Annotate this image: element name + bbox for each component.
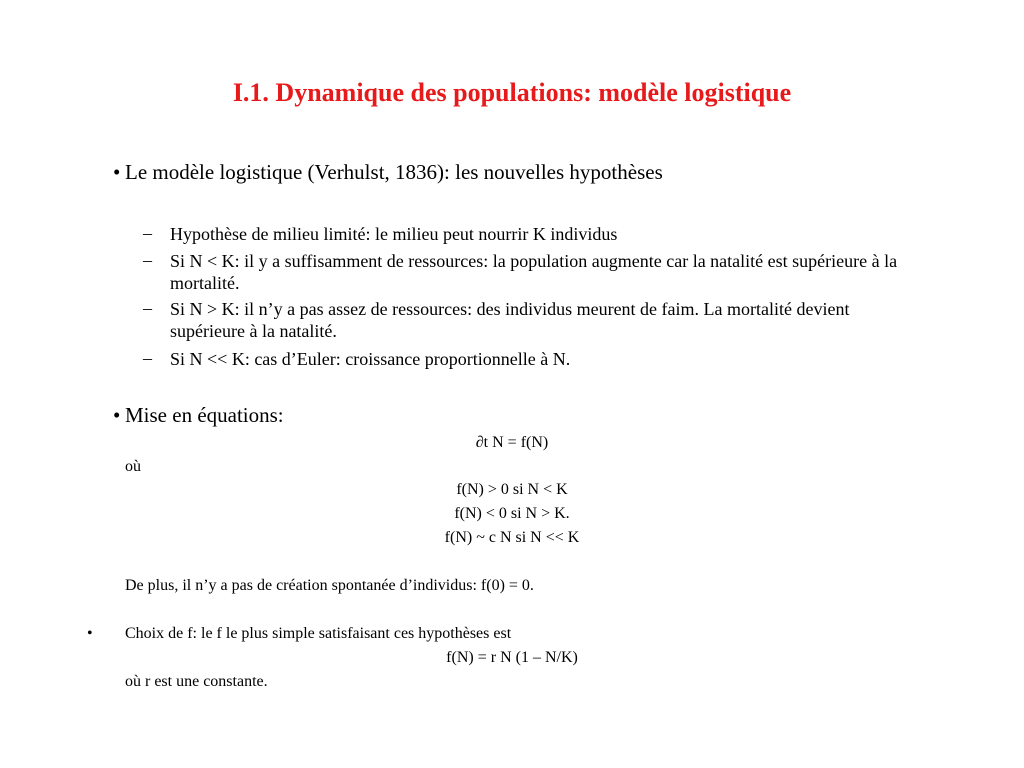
section1-heading: Le modèle logistique (Verhulst, 1836): les nouvelles hypothèses [125, 160, 663, 184]
dash-icon: – [143, 348, 152, 368]
equation-logistic: f(N) = r N (1 – N/K) [446, 649, 578, 666]
section2-note: De plus, il n’y a pas de création spontanée d’individus: f(0) = 0. [125, 577, 534, 594]
section1-item: Hypothèse de milieu limité: le milieu peut nourrir K individus [170, 224, 618, 244]
dash-icon: – [143, 250, 152, 270]
dash-icon: – [143, 223, 152, 243]
slide-title: I.1. Dynamique des populations: modèle logistique [232, 78, 792, 107]
section3-note: où r est une constante. [125, 673, 268, 690]
section1-item: Si N > K: il n’y a pas assez de ressources: des individus meurent de faim. La mortalité devient supérieure à la natalité. [170, 299, 850, 341]
section3-heading: Choix de f: le f le plus simple satisfaisant ces hypothèses est [125, 625, 512, 642]
section1-item: Si N < K: il y a suffisamment de ressources: la population augmente car la natalité est supérieure à la mortalité. [170, 251, 898, 293]
bullet-icon: • [87, 625, 93, 642]
dash-icon: – [143, 298, 152, 318]
bullet-icon: • [113, 160, 121, 184]
condition-line: f(N) > 0 si N < K [456, 481, 568, 498]
where-label: où [125, 458, 141, 475]
condition-line: f(N) < 0 si N > K. [454, 505, 570, 522]
section2-heading: Mise en équations: [125, 403, 284, 427]
condition-line: f(N) ~ c N si N << K [444, 529, 580, 546]
section1-item: Si N << K: cas d’Euler: croissance proportionnelle à N. [170, 349, 571, 369]
equation-main: ∂t N = f(N) [475, 434, 549, 451]
bullet-icon: • [113, 403, 121, 427]
